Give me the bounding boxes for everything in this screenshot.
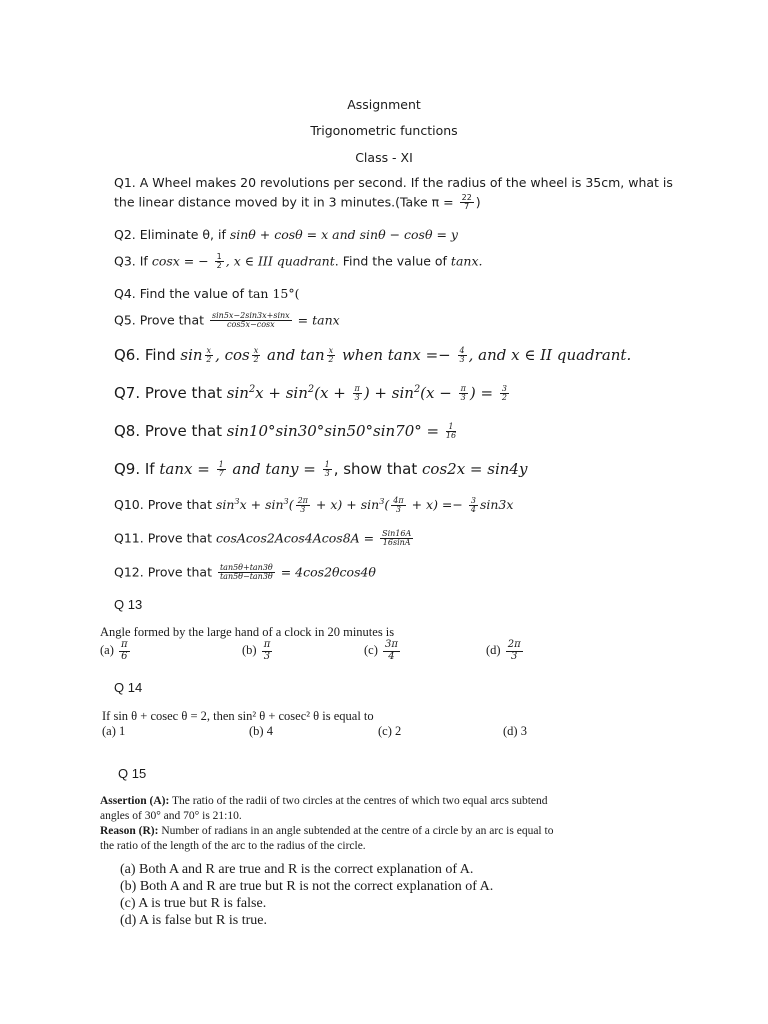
fraction-denominator: 16 (445, 431, 457, 440)
document-class: Class - XI (355, 150, 413, 165)
exponent: 2 (248, 384, 256, 395)
fraction-numerator: tan5θ+tan3θ (219, 563, 273, 572)
question-9-math-1: tanx = (159, 460, 215, 478)
fraction-numerator: 3π (385, 639, 398, 650)
question-6-tan: and tan (267, 346, 325, 364)
question-6-tail: , and x ∈ II quadrant. (468, 346, 632, 364)
question-11 (114, 530, 415, 548)
question-11-label: Q11. Prove that (114, 530, 216, 546)
question-5 (114, 312, 340, 330)
fraction-denominator: 3 (324, 469, 330, 478)
question-9 (114, 460, 527, 478)
fraction-denominator: 7 (218, 469, 224, 478)
fraction-denominator: 3 (460, 393, 466, 402)
fraction-denominator: 3 (300, 505, 306, 515)
question-12-rhs: = 4cos2θcos4θ (276, 564, 376, 580)
question-1-line-2 (114, 194, 481, 212)
option-fraction (119, 640, 130, 662)
question-13-option-b (242, 640, 274, 662)
fraction-numerator: 3 (501, 383, 507, 393)
question-6-fraction-4 (458, 347, 467, 365)
exponent: 3 (379, 496, 385, 506)
fraction-denominator: 4 (388, 650, 395, 662)
math-part: sin (226, 384, 249, 402)
fraction-denominator: 3 (263, 650, 271, 662)
question-13-option-a (100, 640, 132, 662)
question-4 (114, 286, 300, 301)
assertion-line-2: angles of 30° and 70° is 21:10. (100, 810, 242, 822)
fraction-numerator: 3 (470, 495, 476, 505)
fraction-denominator: 3 (354, 393, 360, 402)
question-7-fraction-3 (500, 385, 509, 403)
math-part: x + sin (239, 497, 284, 513)
fraction-numerator: π (121, 639, 128, 650)
question-6-when: when tanx =− (337, 346, 456, 364)
question-15-choice-d: (d) A is false but R is true. (120, 913, 267, 928)
question-10 (114, 496, 513, 515)
question-1-line-1: Q1. A Wheel makes 20 revolutions per second. If the radius of the wheel is 35cm, what is (114, 175, 673, 190)
question-15-choice-c: (c) A is true but R is false. (120, 896, 267, 911)
question-3-fraction (215, 253, 224, 271)
question-10-label: Q10. Prove that (114, 497, 216, 513)
question-7-label: Q7. Prove that (114, 384, 227, 402)
question-14-option-d: (d) 3 (503, 724, 527, 738)
fraction-denominator: 3 (459, 355, 465, 364)
question-5-fraction (210, 312, 292, 330)
fraction-denominator: cos5x−cosx (227, 320, 275, 330)
fraction-numerator: 2π (507, 639, 521, 650)
option-fraction (262, 640, 273, 662)
question-13-option-d (486, 640, 525, 662)
option-key: (c) (364, 642, 378, 657)
math-part: ) = (469, 384, 498, 402)
math-part: (x + (314, 384, 351, 402)
question-14-option-a: (a) 1 (102, 724, 126, 738)
question-6-fraction-1 (205, 347, 214, 365)
question-9-label: Q9. If (114, 460, 160, 478)
question-9-math-2: and tany = (227, 460, 321, 478)
question-10-fraction-2 (391, 497, 405, 515)
fraction-numerator: x (206, 345, 212, 355)
question-9-math-3: cos2x = sin4y (422, 460, 528, 478)
question-6: Q6. Find sin $\frac{x}{2}$ , cos $\frac{x}{2}$ and tan $\frac{x}{2}$ when tanx =− $\frac{4}{3}$ , and x ∈ II quadrant. (114, 345, 632, 364)
fraction-numerator: 4π (393, 495, 404, 505)
option-key: (b) (242, 642, 257, 657)
question-10-fraction-1 (296, 497, 310, 515)
exponent: 3 (283, 496, 289, 506)
fraction-denominator: 2 (253, 355, 259, 364)
math-part: sin3x (479, 497, 514, 513)
question-2-math: sinθ + cosθ = x and sinθ − cosθ = y (229, 227, 458, 242)
fraction-denominator: 3 (395, 505, 401, 515)
option-key: (a) (100, 642, 114, 657)
exponent: 3 (234, 496, 240, 506)
exponent: 2 (307, 384, 315, 395)
question-14-option-b: (b) 4 (249, 724, 273, 738)
fraction-numerator: 1 (216, 252, 222, 261)
question-4-math: tan 15°( (247, 286, 300, 301)
question-15-choice-b: (b) Both A and R are true but R is not the correct explanation of A. (120, 879, 494, 894)
fraction-numerator: sin5x−2sin3x+sinx (212, 311, 290, 320)
question-14-option-c: (c) 2 (378, 724, 402, 738)
question-2-label: Q2. Eliminate θ, if (114, 227, 230, 242)
question-7-fraction-1 (353, 385, 362, 403)
question-1-end: ) (475, 194, 481, 210)
fraction-numerator: x (328, 345, 334, 355)
question-7-fraction-2 (459, 385, 468, 403)
question-14-text: If sin θ + cosec θ = 2, then sin² θ + cosec² θ is equal to (102, 709, 374, 723)
fraction-denominator: 3 (510, 650, 518, 662)
math-part: (x − (420, 384, 457, 402)
document-title: Assignment (347, 97, 421, 112)
option-key: (d) (486, 642, 501, 657)
question-3-math-1: cosx = − (151, 253, 213, 269)
math-part: + x) =− (407, 497, 467, 513)
reason-line-2: the ratio of the length of the arc to the radius of the circle. (100, 840, 366, 852)
question-12-label: Q12. Prove that (114, 564, 216, 580)
fraction-denominator: 4 (470, 505, 476, 515)
math-part: ( (384, 497, 390, 513)
question-6-fraction-2 (252, 347, 261, 365)
fraction-denominator: 2 (501, 393, 507, 402)
question-3-label: Q3. If (114, 253, 152, 269)
question-12-fraction (218, 564, 275, 582)
fraction-denominator: 6 (121, 650, 128, 662)
document-subtitle: Trigonometric functions (310, 123, 458, 138)
question-4-label: Q4. Find the value of (114, 286, 248, 301)
math-part: sin (215, 497, 235, 513)
question-15-label: Q 15 (118, 766, 147, 781)
question-8-label: Q8. Prove that (114, 422, 227, 440)
assertion-heading: Assertion (A): (100, 795, 170, 807)
fraction-denominator: tan5θ−tan3θ (219, 572, 273, 582)
fraction-numerator: 1 (446, 423, 456, 432)
question-13-label: Q 13 (114, 597, 143, 612)
question-1-fraction (460, 194, 474, 212)
question-3-math-2: , x ∈ III quadrant (225, 253, 335, 269)
question-3-text: . Find the value of (334, 253, 451, 269)
question-9-fraction-2 (323, 461, 332, 479)
question-13-option-c (364, 640, 402, 662)
math-part: ( (288, 497, 294, 513)
question-10-fraction-3 (469, 497, 478, 515)
option-fraction (383, 640, 400, 662)
question-5-rhs: = tanx (293, 312, 340, 328)
math-part: ) + sin (363, 384, 414, 402)
fraction-denominator: 2 (216, 261, 222, 271)
fraction-denominator: 7 (464, 202, 470, 212)
fraction-numerator: 2π (297, 495, 308, 505)
question-3-math-3: tanx. (450, 253, 483, 269)
question-15-choice-a: (a) Both A and R are true and R is the correct explanation of A. (120, 862, 474, 877)
question-6-sin: sin (180, 346, 203, 364)
fraction-numerator: 4 (459, 345, 465, 355)
question-13-text: Angle formed by the large hand of a clock in 20 minutes is (100, 625, 395, 639)
assertion-text: The ratio of the radii of two circles at the centres of which two equal arcs subtend (169, 795, 548, 807)
question-9-fraction-1 (217, 461, 226, 479)
question-2 (114, 227, 458, 242)
reason-text: Number of radians in an angle subtended at the centre of a circle by an arc is equal to (158, 825, 554, 837)
question-3 (114, 253, 482, 271)
fraction-numerator: 1 (324, 459, 330, 469)
question-7 (114, 384, 511, 402)
assertion-line-1 (100, 795, 548, 807)
math-part: x + sin (255, 384, 308, 402)
question-14-label: Q 14 (114, 680, 143, 695)
question-6-label: Q6. Find (114, 346, 181, 364)
question-8-fraction (446, 423, 456, 441)
reason-line-1 (100, 825, 553, 837)
question-11-math: cosAcos2Acos4Acos8A = (215, 530, 379, 546)
fraction-denominator: 16sinA (382, 538, 411, 548)
question-9-text: , show that (333, 460, 423, 478)
fraction-numerator: π (354, 383, 360, 393)
fraction-numerator: Sin16A (382, 529, 412, 538)
math-part: + x) + sin (311, 497, 380, 513)
fraction-numerator: π (263, 639, 271, 650)
option-fraction (506, 640, 523, 662)
fraction-numerator: 1 (218, 459, 224, 469)
question-8-math: sin10°sin30°sin50°sin70° = (226, 422, 444, 440)
fraction-denominator: 2 (206, 355, 212, 364)
fraction-numerator: 22 (461, 193, 472, 202)
question-11-fraction (380, 530, 413, 548)
fraction-denominator: 2 (328, 355, 334, 364)
fraction-numerator: π (460, 383, 466, 393)
reason-heading: Reason (R): (100, 825, 159, 837)
exponent: 2 (413, 384, 421, 395)
question-6-cos: cos (224, 346, 250, 364)
fraction-numerator: x (253, 345, 259, 355)
question-8 (114, 422, 458, 440)
question-1-text: the linear distance moved by it in 3 minutes.(Take π = (114, 194, 458, 210)
question-12 (114, 564, 376, 582)
question-6-fraction-3 (327, 347, 336, 365)
question-5-label: Q5. Prove that (114, 312, 208, 328)
